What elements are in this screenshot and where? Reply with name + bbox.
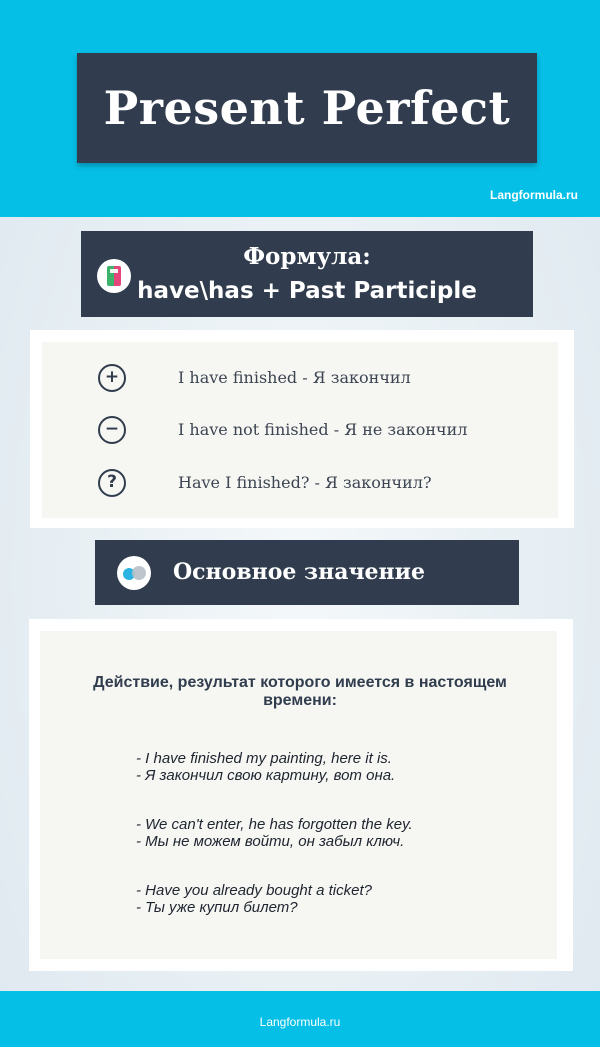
sentence-forms-card: [30, 330, 574, 528]
negative-row: [42, 412, 558, 448]
sentence-forms-panel: [42, 342, 558, 518]
examples-panel: [40, 631, 557, 959]
example-3-russian: - Ты уже купил билет?: [136, 899, 298, 916]
affirmative-text: I have finished - Я закончил: [178, 368, 411, 387]
minus-circle-icon: −: [98, 416, 126, 444]
examples-card: [29, 619, 573, 971]
examples-heading: Действие, результат которого имеется в настоящем времени:: [93, 674, 507, 709]
meaning-title: Основное значение: [173, 559, 425, 585]
formula-banner: [81, 231, 533, 317]
example-2-russian: - Мы не можем войти, он забыл ключ.: [136, 833, 405, 850]
brand-label-top: Langformula.ru: [489, 188, 578, 202]
formula-expression: have\has + Past Participle: [137, 278, 477, 304]
footer: [0, 991, 600, 1047]
example-1-english: - I have finished my painting, here it is.: [136, 750, 392, 767]
negative-text: I have not finished - Я не закончил: [178, 420, 468, 439]
question-row: [42, 465, 558, 501]
question-circle-icon: ?: [98, 469, 126, 497]
question-text: Have I finished? - Я закончил?: [178, 473, 432, 492]
page-title: Present Perfect: [103, 81, 511, 135]
plus-circle-icon: +: [98, 364, 126, 392]
dots-icon: [117, 556, 151, 590]
formula-title: Формула:: [243, 243, 371, 270]
example-1-russian: - Я закончил свою картину, вот она.: [136, 767, 396, 784]
example-3: [136, 882, 536, 916]
example-2: [136, 816, 536, 850]
title-box: [77, 53, 537, 163]
affirmative-row: [42, 360, 558, 396]
meaning-banner: [95, 540, 519, 605]
header: [0, 0, 600, 217]
example-1: [136, 750, 536, 784]
example-3-english: - Have you already bought a ticket?: [136, 882, 372, 899]
example-2-english: - We can't enter, he has forgotten the key.: [136, 816, 413, 833]
brand-label-bottom: Langformula.ru: [259, 1015, 341, 1029]
